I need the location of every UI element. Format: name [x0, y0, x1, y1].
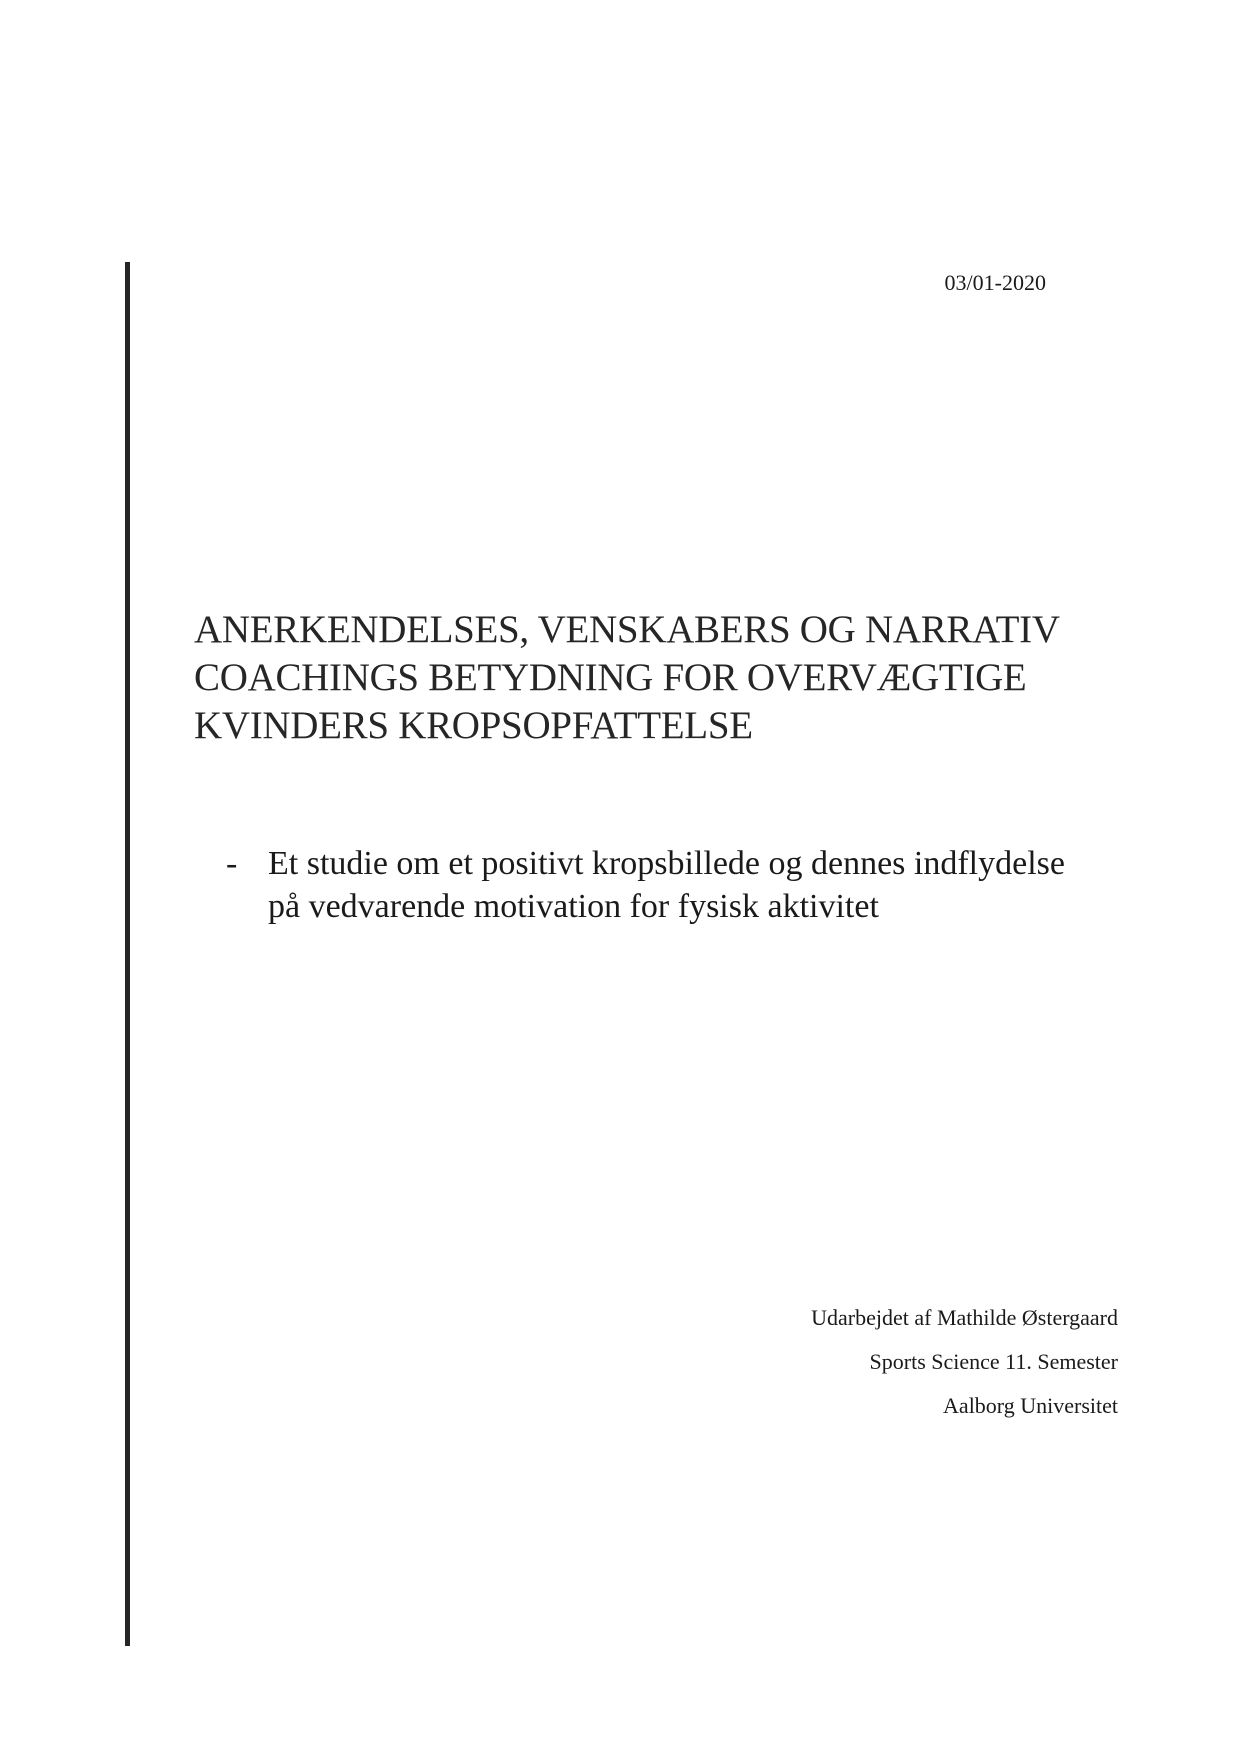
- vertical-accent-rule: [125, 262, 130, 1646]
- subtitle-text: [268, 842, 1168, 928]
- subtitle-line-1: Et studie om et positivt kropsbillede og dennes indflydelse: [268, 845, 1065, 882]
- program-line: Sports Science 11. Semester: [869, 1349, 1118, 1374]
- author-line: Udarbejdet af Mathilde Østergaard: [811, 1305, 1118, 1330]
- title-line-2: COACHINGS BETYDNING FOR OVERVÆGTIGE: [194, 656, 1027, 699]
- university-line: Aalborg Universitet: [943, 1393, 1118, 1418]
- document-title: [194, 606, 1154, 750]
- document-date: 03/01-2020: [944, 270, 1046, 295]
- author-info: [700, 1296, 1118, 1428]
- title-line-3: KVINDERS KROPSOPFATTELSE: [194, 704, 753, 747]
- subtitle-bullet: -: [226, 845, 238, 882]
- title-line-1: ANERKENDELSES, VENSKABERS OG NARRATIV: [194, 608, 1060, 651]
- subtitle-line-2: på vedvarende motivation for fysisk aktivitet: [268, 888, 879, 925]
